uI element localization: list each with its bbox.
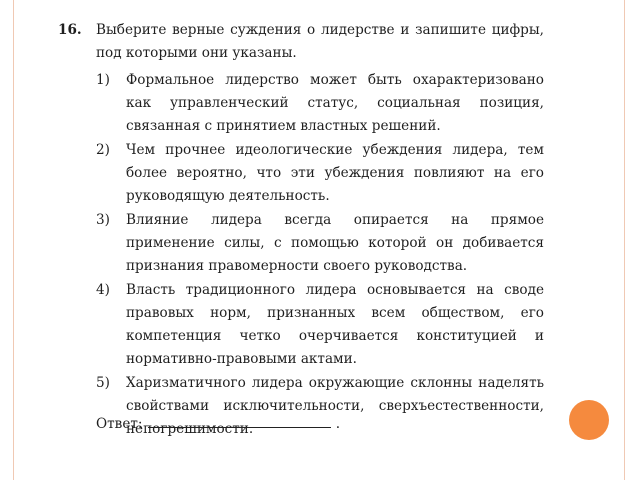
option-item xyxy=(58,139,544,208)
option-text: Формальное лидерство может быть охарактеризовано как управленческий статус, социальная позиция, связанная с принятием властных решений. xyxy=(126,72,544,134)
option-number: 3) xyxy=(96,212,110,228)
question-number: 16. xyxy=(58,22,82,38)
option-text: Чем прочнее идеологические убеждения лидера, тем более вероятно, что эти убеждения повлияют на его руководящую деятельность. xyxy=(126,142,544,204)
option-item xyxy=(58,279,544,371)
answer-options xyxy=(58,69,544,442)
option-item xyxy=(58,69,544,138)
option-number: 1) xyxy=(96,72,110,88)
decorative-circle xyxy=(569,400,609,440)
answer-label: Ответ: xyxy=(96,416,143,432)
option-text: Власть традиционного лидера основывается на своде правовых норм, признанных всем обществом, его компетенция четко очерчивается конституцией и нормативно-правовыми актами. xyxy=(126,282,544,367)
answer-blank[interactable] xyxy=(148,413,331,428)
option-number: 2) xyxy=(96,142,110,158)
option-number: 5) xyxy=(96,375,110,391)
question-slide xyxy=(58,8,556,436)
option-item xyxy=(58,209,544,278)
option-number: 4) xyxy=(96,282,110,298)
option-text: Харизматичного лидера окружающие склонны наделять свойствами исключительности, сверхъестественности, непогрешимости. xyxy=(126,375,544,437)
answer-end: . xyxy=(335,416,341,432)
option-text: Влияние лидера всегда опирается на прямое применение силы, с помощью которой он добивается признания правомерности своего руководства. xyxy=(126,212,544,274)
answer-row xyxy=(96,413,340,436)
question-text: Выберите верные суждения о лидерстве и запишите цифры, под которыми они указаны. xyxy=(96,22,544,61)
question-header xyxy=(58,19,544,65)
